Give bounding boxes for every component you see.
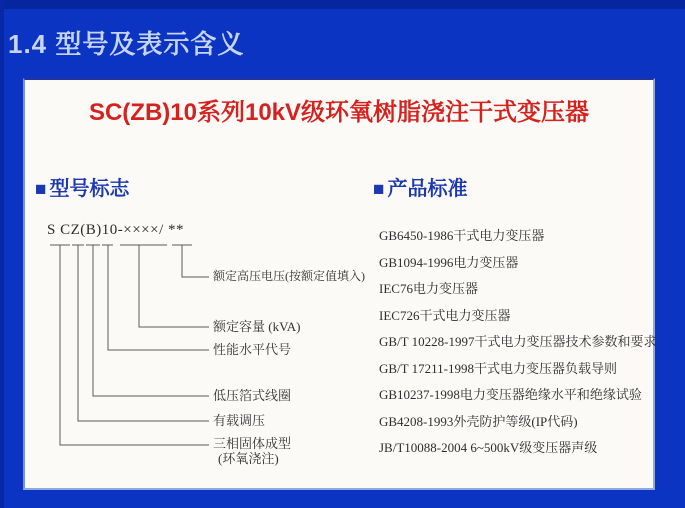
standard-item: IEC726干式电力变压器 (379, 307, 511, 323)
standard-item: IEC76电力变压器 (379, 281, 478, 296)
banner-title: SC(ZB)10系列10kV级环氧树脂浇注干式变压器 (88, 99, 590, 126)
left-edge-strip (0, 0, 4, 508)
diagram-label-lv-foil-coil: 低压箔式线圈 (213, 388, 292, 403)
standard-item: GB6450-1986干式电力变压器 (379, 228, 545, 243)
section-header-label: 型号标志 (49, 178, 130, 200)
diagram-label-performance-level: 性能水平代号 (213, 342, 292, 357)
standard-item: GB4208-1993外壳防护等级(IP代码) (379, 413, 578, 429)
top-edge-strip (0, 0, 685, 9)
square-bullet-icon: ■ (35, 179, 47, 200)
standard-item: GB10237-1998电力变压器绝缘水平和绝缘试验 (379, 387, 642, 402)
diagram-label-line2: (环氧浇注) (218, 450, 279, 466)
page-title: 1.4 型号及表示含义 (8, 29, 245, 59)
section-header-label: 产品标准 (387, 178, 468, 200)
diagram-label-three-phase-solid (213, 437, 291, 467)
product-standards-list (379, 223, 657, 462)
standard-item: GB/T 10228-1997干式电力变压器技术参数和要求 (379, 334, 657, 349)
square-bullet-icon: ■ (373, 179, 385, 200)
diagram-label-rated-capacity: 额定容量 (kVA) (213, 319, 301, 334)
content-panel (23, 78, 655, 490)
standard-item: JB/T10088-2004 6~500kV级变压器声级 (379, 440, 598, 455)
diagram-label-on-load-tap: 有载调压 (213, 413, 266, 428)
diagram-label-rated-hv-voltage: 额定高压电压(按额定值填入) (213, 269, 365, 283)
diagram-label-line1: 三相固体成型 (213, 436, 292, 451)
standard-item: GB1094-1996电力变压器 (379, 254, 519, 270)
model-designation-code: S CZ(B)10-××××/ ** (47, 222, 185, 238)
standard-item: GB/T 17211-1998干式电力变压器负载导则 (379, 360, 617, 376)
